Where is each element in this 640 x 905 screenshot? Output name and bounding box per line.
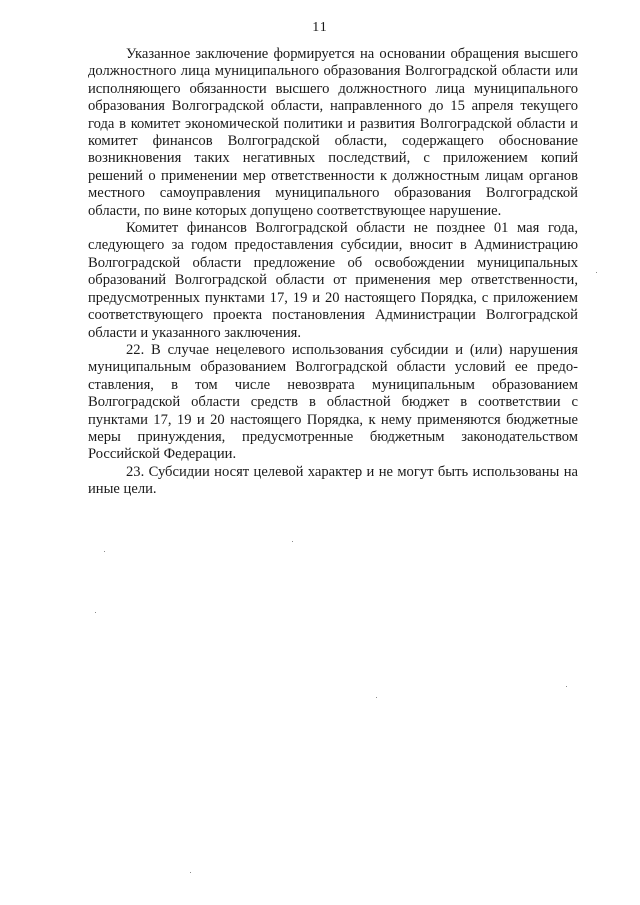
scan-speck bbox=[292, 541, 293, 542]
scan-speck bbox=[95, 612, 96, 613]
paragraph-conclusion-basis: Указанное заключение формируется на основании обращения высшего должностного лица муниципального образования Волгоградской области или исполняющего обязанности высшего должностного лица муниципального образования Волгоградской области, направленного до 15 апреля текущего года в комитет экономической политики и развития Волгоградской области и комитет финансов Волгоградской области, содержащего обоснование возникновения таких негативных последствий, с приложением копий решений о применении мер ответственности к должностным лицам органов местного самоуправления муниципального образования Волгоградской области, по вине которых допущено соответствующее нарушение. bbox=[88, 46, 578, 219]
paragraph-finance-committee: Комитет финансов Волгоградской области не позднее 01 мая года, следующего за годом предоставления субсидии, вносит в Администрацию Волгоградской области предложение об освобождении муниципальных образований Волгоградской области от применения мер ответственности, предусмотренных пунктами 17, 19 и 20 настоящего Порядка, с приложением соответствующего проекта постановления Администрации Волгоградской области и указанного заключения. bbox=[88, 220, 578, 341]
scan-speck bbox=[596, 272, 597, 273]
paragraph-item-22: 22. В случае нецелевого использования субсидии и (или) нарушения муниципальным образованием Волгоградской области условий ее предоставления, в том числе невозврата муниципальным образованием Волгоградской области средств в областной бюджет в соответствии с пунктами 17, 19 и 20 настоящего Порядка, к нему применяются бюджетные меры принуждения, предусмотренные бюджетным законодательством Российской Федерации. bbox=[88, 341, 578, 463]
paragraph-item-23: 23. Субсидии носят целевой характер и не могут быть использованы на иные цели. bbox=[88, 463, 578, 498]
page-number: 11 bbox=[312, 20, 328, 35]
scan-speck bbox=[566, 686, 567, 687]
scan-speck bbox=[190, 872, 191, 873]
document-body bbox=[88, 46, 578, 499]
scan-speck bbox=[376, 697, 377, 698]
scan-speck bbox=[104, 551, 105, 552]
